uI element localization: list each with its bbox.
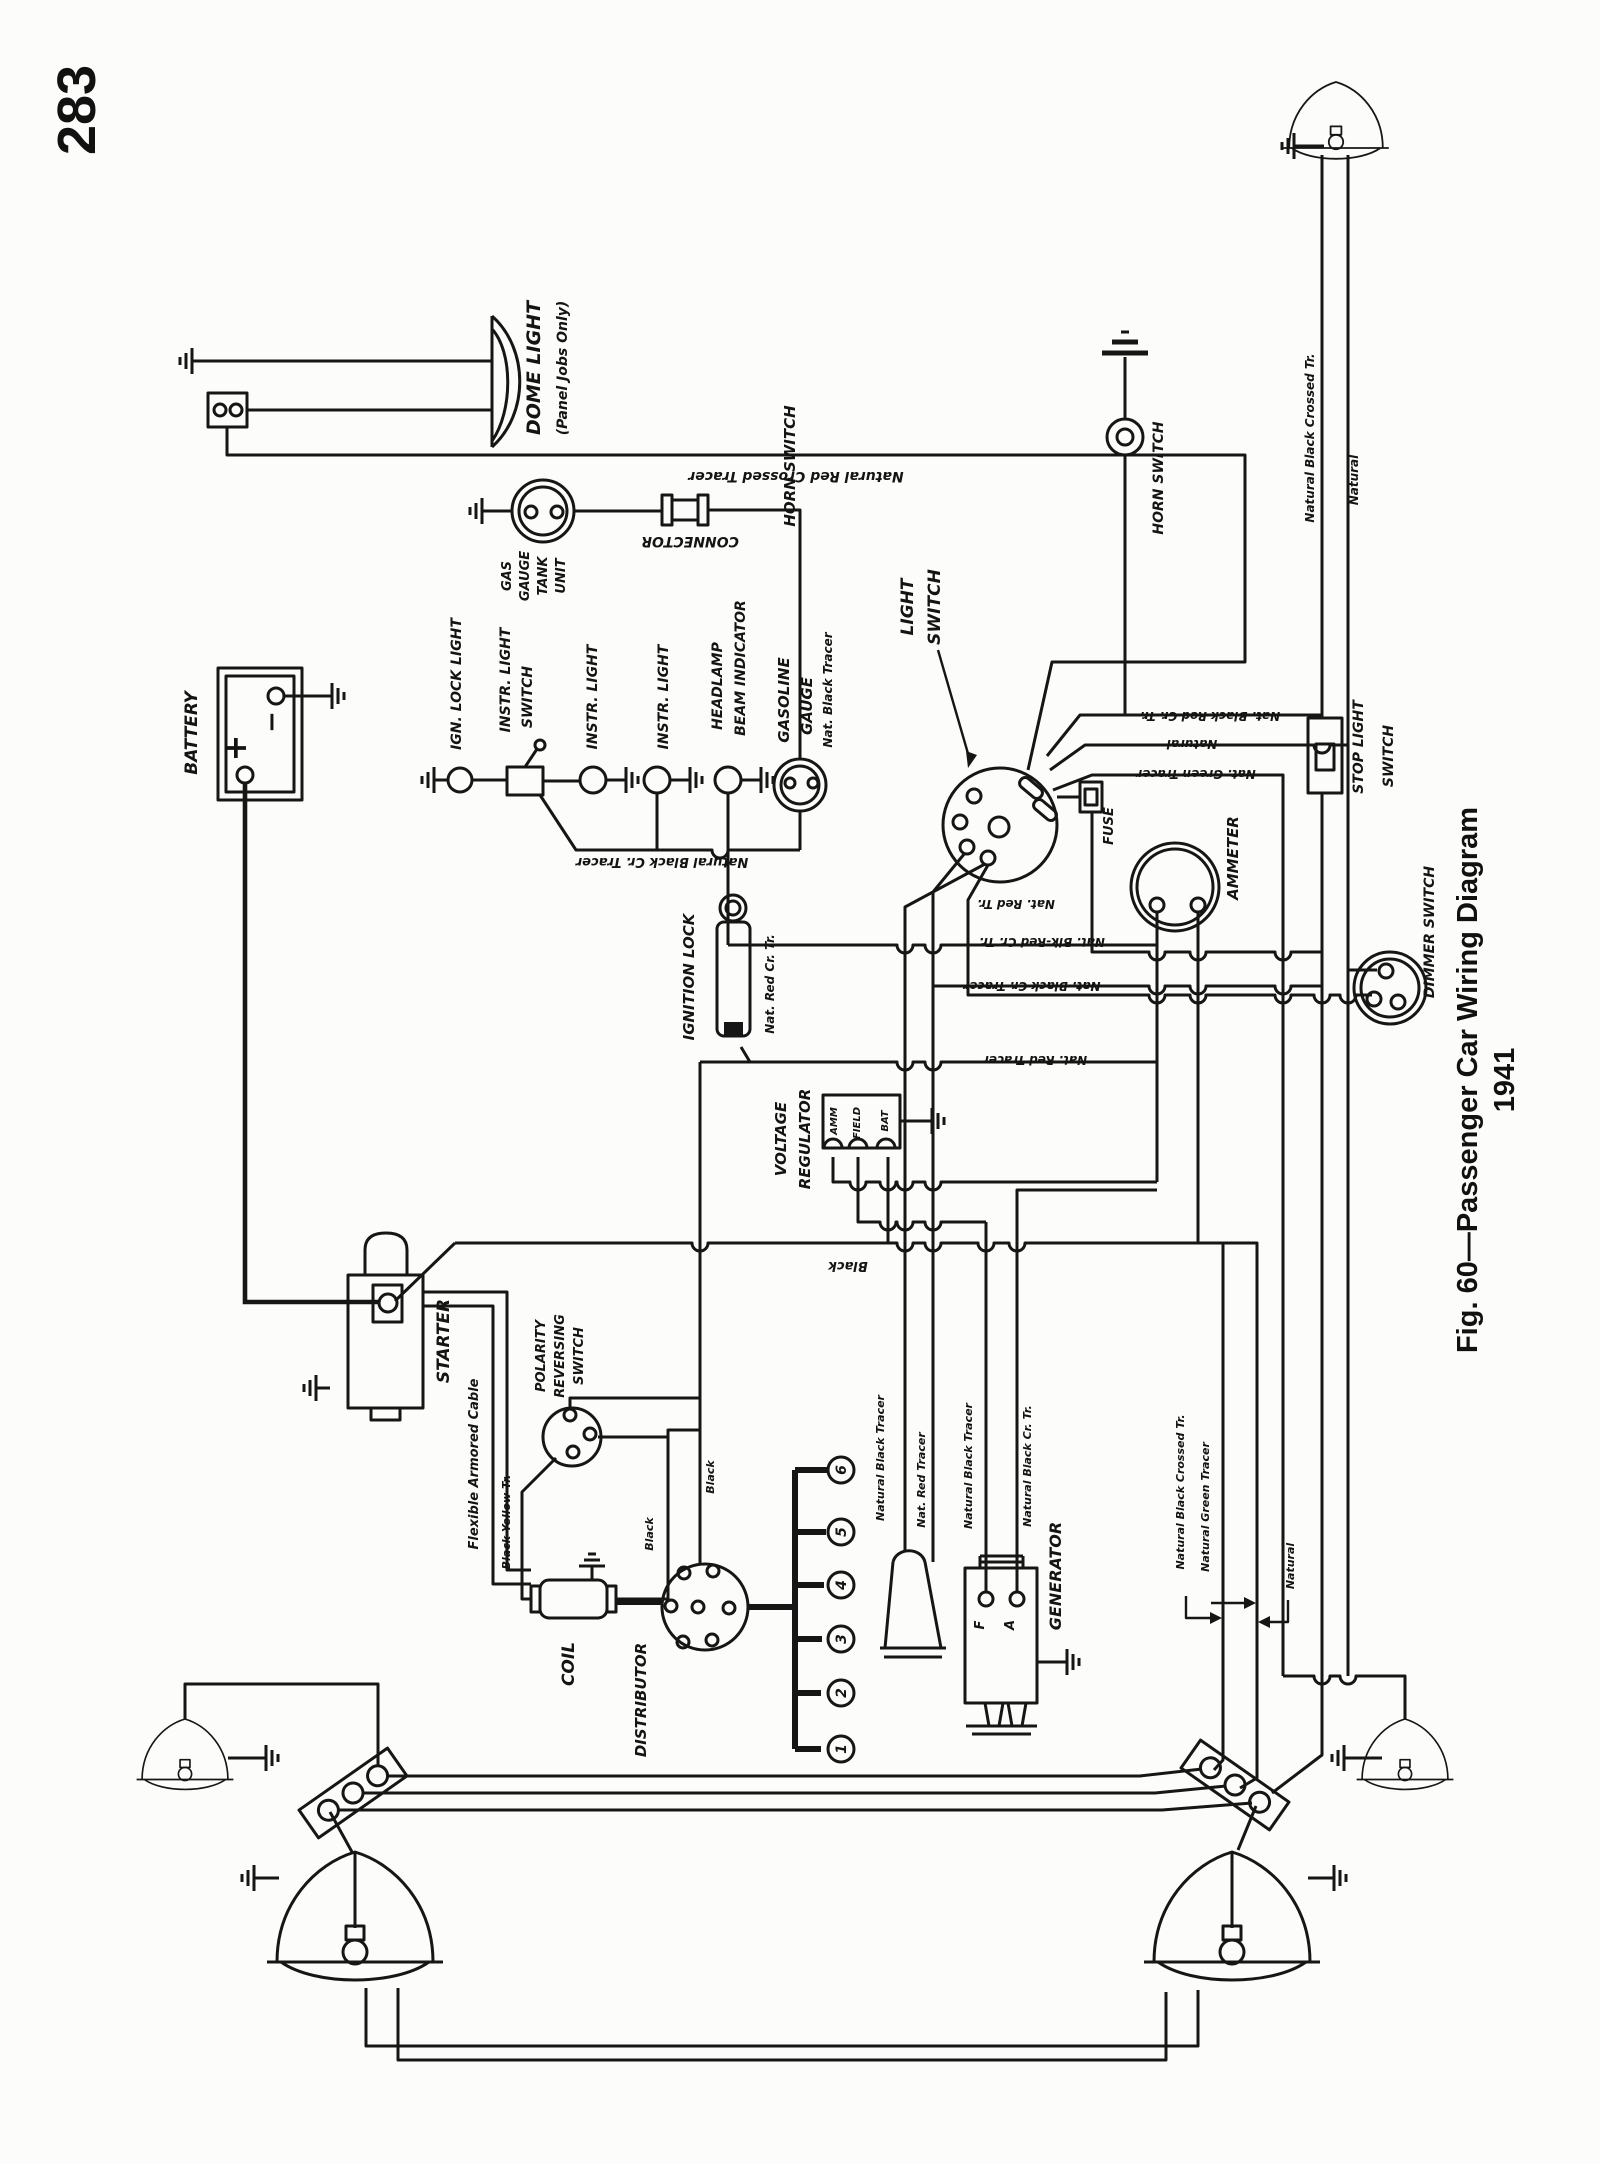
- parking-lamp-left: [137, 1719, 234, 1789]
- instr-light-switch-label: INSTR. LIGHT: [498, 627, 514, 733]
- spark-plug-3: 3: [834, 1634, 850, 1644]
- battery-symbol: [218, 668, 302, 800]
- starter-label: STARTER: [434, 1298, 454, 1384]
- coil-label: COIL: [559, 1641, 579, 1687]
- wire-gen-natural-black-tracer: Natural Black Tracer: [962, 1403, 975, 1529]
- wire-bus-natural: Natural: [1166, 737, 1218, 751]
- svg-text:GAUGE: GAUGE: [798, 677, 816, 735]
- ground-icon: [304, 1375, 330, 1401]
- starter-symbol: [348, 1233, 423, 1420]
- instr-light-1-label: INSTR. LIGHT: [585, 644, 601, 750]
- polarity-reversing-switch-symbol: [543, 1408, 601, 1466]
- ignition-lock-label: IGNITION LOCK: [680, 913, 698, 1041]
- voltage-regulator-label: VOLTAGE: [772, 1101, 790, 1177]
- ammeter-label: AMMETER: [1224, 816, 1242, 900]
- wire-nat-blk-red-cr-tr: Nat. Blk-Red Cr. Tr.: [979, 935, 1105, 949]
- wire-nat-red-tracer: Nat. Red Tracer: [982, 1053, 1088, 1067]
- wire-black-coil: Black: [643, 1517, 656, 1551]
- dome-light: [208, 316, 520, 447]
- dimmer-switch-label: DIMMER SWITCH: [1422, 865, 1438, 999]
- wire-tail-natural-black-crossed-tr: Natural Black Crossed Tr.: [1174, 1414, 1187, 1570]
- wire-bus-nat-black-red: Nat. Black Red Cr. Tr.: [1139, 709, 1281, 723]
- gas-gauge-tank-unit: [512, 480, 574, 542]
- svg-text:REGULATOR: REGULATOR: [796, 1088, 814, 1190]
- spark-plug-5: 5: [834, 1527, 850, 1537]
- ground-icon: [579, 1554, 605, 1580]
- generator-symbol: [965, 1556, 1037, 1734]
- labels: [47, 65, 1521, 1757]
- svg-text:SWITCH: SWITCH: [1381, 724, 1397, 788]
- battery-plus: +: [216, 734, 254, 762]
- headlamp-right-top: [1283, 82, 1389, 159]
- wire-nat-red-cr-tr: Nat. Red Cr. Tr.: [763, 934, 777, 1034]
- dome-light-label: DOME LIGHT: [523, 300, 545, 436]
- connector-label: CONNECTOR: [641, 533, 739, 549]
- spark-plug-6: 6: [834, 1465, 850, 1475]
- wire-bus-nat-green-tracer: Nat. Green Tracer: [1136, 767, 1256, 781]
- instrument-lamp-row: [448, 740, 826, 811]
- wire-nat-black-cr-tracer: Nat. Black Cr. Tracer: [963, 979, 1101, 993]
- svg-text:SWITCH: SWITCH: [520, 665, 536, 729]
- battery-label: BATTERY: [182, 691, 202, 775]
- wire-nat-red-tr: Nat. Red Tr.: [977, 897, 1055, 911]
- ground-icon: [1332, 1745, 1358, 1771]
- svg-text:BEAM INDICATOR: BEAM INDICATOR: [733, 600, 749, 736]
- coil-symbol: [531, 1580, 616, 1618]
- wire-black-yellow-tr: Black Yellow Tr.: [500, 1474, 513, 1570]
- vr-terminal-bat: BAT: [880, 1110, 891, 1132]
- wire-black-distributor: Black: [704, 1460, 717, 1494]
- svg-text:SWITCH: SWITCH: [925, 569, 945, 645]
- ground-icon: [676, 767, 702, 793]
- fuse-symbol: [1080, 782, 1102, 812]
- page-number: 283: [47, 64, 107, 156]
- gas-tank-unit-label: GAS: [500, 560, 515, 592]
- ground-icon: [422, 767, 448, 793]
- polarity-switch-label: POLARITY: [534, 1319, 549, 1393]
- stop-light-switch-symbol: [1308, 718, 1342, 793]
- generator-label: GENERATOR: [1046, 1521, 1065, 1631]
- ammeter-symbol: [1131, 843, 1219, 931]
- connector-symbol: [662, 495, 708, 525]
- instr-light-2-label: INSTR. LIGHT: [656, 644, 672, 750]
- wire-nat-black-tracer-tank: Nat. Black Tracer: [821, 632, 835, 748]
- ign-lock-light-label: IGN. LOCK LIGHT: [449, 618, 465, 750]
- wire-natural-red-crossed-tracer: Natural Red Crossed Tracer: [688, 468, 904, 484]
- wire-black-bus: Black: [828, 1258, 868, 1273]
- svg-text:SWITCH: SWITCH: [572, 1327, 587, 1385]
- ground-icon: [747, 767, 773, 793]
- gasoline-gauge-label: GASOLINE: [775, 657, 793, 743]
- wire-natural-black-cr-tracer-row: Natural Black Cr. Tracer: [575, 854, 749, 869]
- vr-terminal-amm: AMM: [829, 1107, 840, 1135]
- ground-icon: [318, 683, 344, 709]
- stop-light-switch-label: STOP LIGHT: [1351, 700, 1367, 794]
- figure-caption: Fig. 60—Passenger Car Wiring Diagram: [1452, 806, 1484, 1354]
- ground-icon: [242, 1865, 268, 1891]
- svg-text:REVERSING: REVERSING: [553, 1314, 568, 1398]
- wire-horn-nat-red-tracer: Nat. Red Tracer: [915, 1432, 928, 1528]
- wire-flexible-armored-cable: Flexible Armored Cable: [467, 1378, 482, 1550]
- dome-light-note: (Panel Jobs Only): [555, 300, 571, 436]
- horn-symbol: [880, 1551, 946, 1657]
- svg-text:UNIT: UNIT: [554, 558, 569, 594]
- horn-switch-label-left: HORN SWITCH: [781, 405, 799, 527]
- wire-horn-natural-black-tracer: Natural Black Tracer: [874, 1395, 887, 1521]
- wire-tail-natural-green-tracer: Natural Green Tracer: [1199, 1442, 1212, 1572]
- vr-terminal-field: FIELD: [852, 1106, 863, 1140]
- ground-icon: [252, 1745, 278, 1771]
- wire-gen-natural-black-cr-tr: Natural Black Cr. Tr.: [1021, 1405, 1034, 1527]
- wire-tail-natural: Natural: [1284, 1542, 1297, 1590]
- ground-icon: [612, 767, 638, 793]
- ground-icon: [918, 1108, 944, 1134]
- ground-icon: [1320, 1865, 1346, 1891]
- ground-icon: [1053, 1649, 1079, 1675]
- ignition-lock-symbol: [717, 895, 750, 1036]
- wire-top-natural-black-crossed-tr: Natural Black Crossed Tr.: [1303, 353, 1317, 523]
- spark-plug-1: 1: [834, 1744, 850, 1754]
- spark-plug-4: 4: [834, 1580, 850, 1590]
- parking-lamp-right: [1357, 1719, 1454, 1789]
- distributor-label: DISTRIBUTOR: [632, 1642, 650, 1758]
- spark-plugs: [828, 1457, 854, 1762]
- horn-switch-symbol: [1102, 332, 1148, 455]
- horn-switch-label: HORN SWITCH: [1151, 421, 1167, 535]
- fuse-label: FUSE: [1102, 807, 1117, 845]
- light-switch-symbol: [943, 768, 1058, 882]
- svg-text:GAUGE: GAUGE: [518, 550, 533, 602]
- ground-icon: [470, 498, 496, 524]
- dimmer-switch-symbol: [1354, 952, 1426, 1024]
- gen-terminal-f: F: [973, 1620, 988, 1630]
- headlamp-beam-indicator-label: HEADLAMP: [710, 642, 726, 730]
- spark-plug-2: 2: [834, 1688, 850, 1698]
- figure-caption-year: 1941: [1489, 1047, 1521, 1113]
- junction-block-right: [1181, 1740, 1289, 1830]
- ground-icon: [180, 348, 206, 374]
- gen-terminal-a: A: [1003, 1619, 1018, 1631]
- battery-minus: −: [257, 711, 287, 733]
- svg-text:TANK: TANK: [536, 556, 551, 596]
- light-switch-label: LIGHT: [898, 578, 918, 636]
- wire-top-natural: Natural: [1347, 454, 1361, 506]
